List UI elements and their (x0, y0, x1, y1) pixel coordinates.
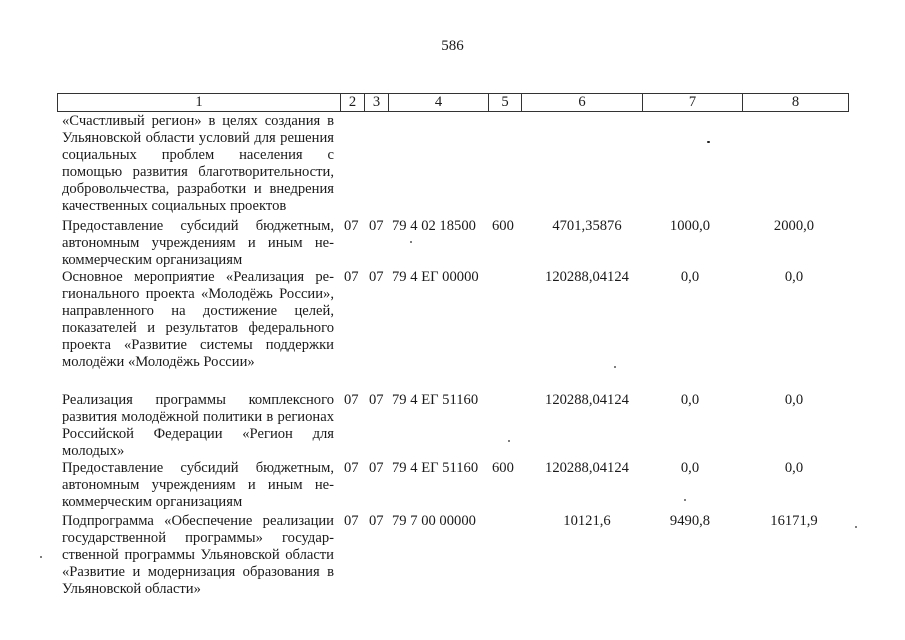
row-section: 07 (344, 218, 359, 234)
row-description: Предоставление субсидий бюджетным, автономным учреждениям и иным некоммерческим организациям (62, 218, 334, 269)
row-description: Подпрограмма «Обеспечение реализации государственной программы» государственной программы Ульяновской области «Развитие и модернизация образования в Ульяновской области» (62, 513, 334, 598)
row-section: 07 (344, 460, 359, 476)
header-col-2: 2 (340, 94, 364, 111)
scan-speck (508, 440, 510, 442)
header-col-5: 5 (488, 94, 521, 111)
scan-speck (855, 526, 857, 528)
header-col-8: 8 (742, 94, 848, 111)
row-amount-3: 0,0 (784, 460, 804, 476)
row-amount-1: 4701,35876 (552, 218, 622, 234)
row-target-code: 79 4 ЕГ 51160 (392, 392, 479, 408)
header-col-7: 7 (642, 94, 742, 111)
page-number: 586 (441, 38, 464, 54)
row-amount-2: 0,0 (680, 392, 700, 408)
row-amount-1: 120288,04124 (545, 269, 629, 285)
row-amount-3: 2000,0 (773, 218, 815, 234)
row-amount-2: 0,0 (680, 269, 700, 285)
row-target-code: 79 7 00 00000 (392, 513, 476, 529)
row-amount-3: 0,0 (784, 269, 804, 285)
row-amount-1: 120288,04124 (545, 460, 629, 476)
row-target-code: 79 4 ЕГ 51160 (392, 460, 479, 476)
row-amount-1: 10121,6 (563, 513, 611, 529)
row-amount-2: 0,0 (680, 460, 700, 476)
header-col-1: 1 (195, 94, 203, 110)
scan-speck (684, 499, 686, 501)
scan-speck (410, 241, 412, 243)
row-description: «Счастливый регион» в целях создания в Ульяновской области условий для решения социальных проблем населения с помощью развития благотворительности, добровольчества, разработки и внедрения качественных социальных проектов (62, 113, 334, 215)
row-subsection: 07 (369, 460, 384, 476)
row-subsection: 07 (369, 269, 384, 285)
scan-speck (614, 366, 616, 368)
row-amount-2: 9490,8 (669, 513, 711, 529)
row-subsection: 07 (369, 392, 384, 408)
row-amount-1: 120288,04124 (545, 392, 629, 408)
table-header (57, 93, 849, 112)
row-target-code: 79 4 02 18500 (392, 218, 476, 234)
row-amount-2: 1000,0 (669, 218, 711, 234)
row-section: 07 (344, 392, 359, 408)
header-col-3: 3 (364, 94, 388, 111)
row-target-code: 79 4 ЕГ 00000 (392, 269, 479, 285)
row-subsection: 07 (369, 218, 384, 234)
row-amount-3: 16171,9 (770, 513, 818, 529)
scan-speck (707, 141, 710, 143)
row-amount-3: 0,0 (784, 392, 804, 408)
row-expense-type: 600 (492, 460, 514, 476)
scan-speck (40, 556, 42, 558)
row-expense-type: 600 (492, 218, 514, 234)
header-col-4: 4 (388, 94, 488, 111)
header-col-6: 6 (521, 94, 642, 111)
row-section: 07 (344, 269, 359, 285)
row-subsection: 07 (369, 513, 384, 529)
row-description: Предоставление субсидий бюджетным, автономным учреждениям и иным некоммерческим организациям (62, 460, 334, 511)
row-description: Реализация программы комплексного развития молодёжной политики в регионах Российской Федерации «Регион для молодых» (62, 392, 334, 460)
row-description: Основное мероприятие «Реализация регионального проекта «Молодёжь России», направленного на достижение целей, показателей и результатов федерального проекта «Развитие системы поддержки молодёжи «Молодёжь России» (62, 269, 334, 371)
row-section: 07 (344, 513, 359, 529)
